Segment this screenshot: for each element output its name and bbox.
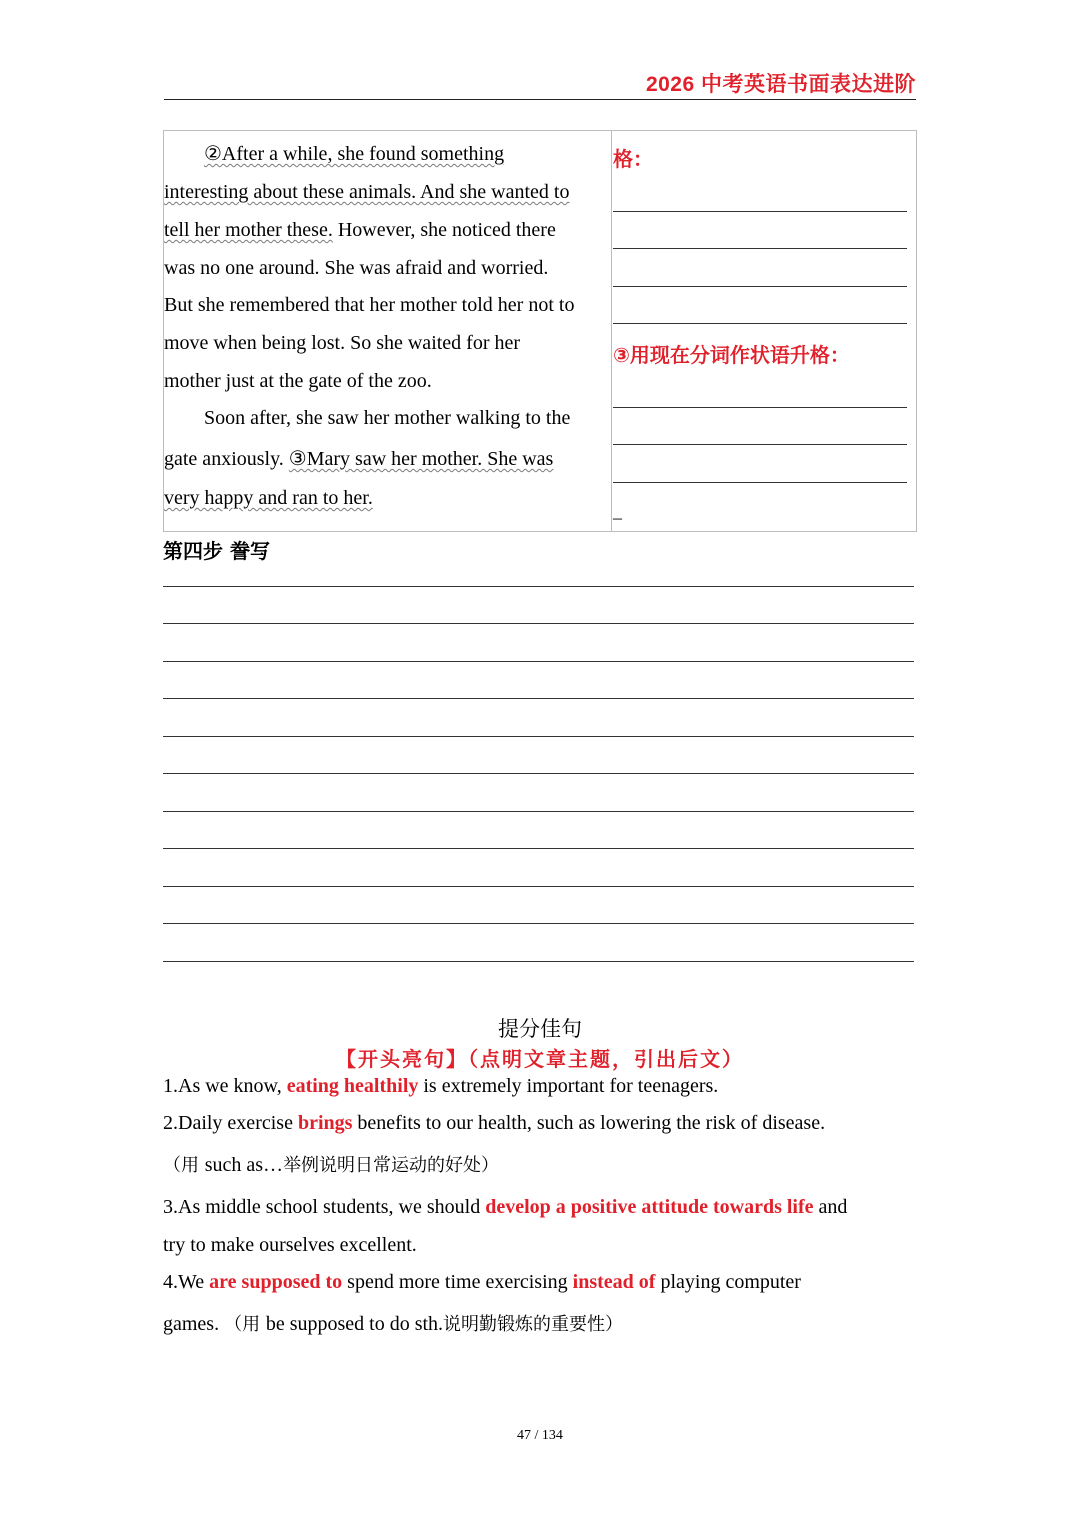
copy-line[interactable] <box>163 961 914 962</box>
answer-line[interactable] <box>613 248 907 249</box>
answer-line[interactable] <box>613 407 907 408</box>
sentence-4-cont: games. （用 be supposed to do sth.说明勤锻炼的重要性） <box>163 1313 624 1335</box>
copy-line[interactable] <box>163 736 914 737</box>
story-line-9: gate anxiously. ③Mary saw her mother. She was <box>164 448 554 470</box>
copy-line[interactable] <box>163 811 914 812</box>
copy-line[interactable] <box>163 623 914 624</box>
sentence-2-note: （用 such as…举例说明日常运动的好处） <box>163 1154 500 1176</box>
upgrade-label-participle: ③用现在分词作状语升格： <box>613 343 850 367</box>
upgrade-label-top: 格： <box>613 147 653 171</box>
answer-line[interactable] <box>613 211 907 212</box>
sentence-3: 3.As middle school students, we should develop a positive attitude towards life and <box>163 1196 848 1218</box>
answer-line[interactable] <box>613 482 907 483</box>
story-line-8: Soon after, she saw her mother walking to the <box>204 407 571 429</box>
story-line-4: was no one around. She was afraid and worried. <box>164 257 549 279</box>
story-line-7: mother just at the gate of the zoo. <box>164 370 432 392</box>
copy-line[interactable] <box>163 661 914 662</box>
copy-line[interactable] <box>163 586 914 587</box>
document-header-title: 2026 中考英语书面表达进阶 <box>645 73 916 96</box>
header-rule <box>164 99 916 100</box>
answer-dash: _ <box>613 501 622 521</box>
step4-heading: 第四步 誊写 <box>163 539 270 563</box>
table-column-divider <box>611 131 612 531</box>
section-subtitle: 【开头亮句】（点明文章主题，引出后文） <box>336 1047 744 1071</box>
answer-line[interactable] <box>613 444 907 445</box>
copy-line[interactable] <box>163 923 914 924</box>
answer-line[interactable] <box>613 286 907 287</box>
exercise-table <box>163 130 917 532</box>
answer-line[interactable] <box>613 323 907 324</box>
sentence-4: 4.We are supposed to spend more time exercising instead of playing computer <box>163 1271 801 1293</box>
story-line-1: ②After a while, she found something <box>204 143 505 165</box>
section-title: 提分佳句 <box>498 1017 582 1041</box>
sentence-1: 1.As we know, eating healthily is extremely important for teenagers. <box>163 1075 719 1097</box>
sentence-3-cont: try to make ourselves excellent. <box>163 1234 417 1256</box>
story-line-6: move when being lost. So she waited for her <box>164 332 521 354</box>
story-line-5: But she remembered that her mother told her not to <box>164 294 575 316</box>
story-line-2: interesting about these animals. And she wanted to <box>164 181 570 203</box>
copy-line[interactable] <box>163 886 914 887</box>
copy-line[interactable] <box>163 698 914 699</box>
story-line-3: tell her mother these. However, she noticed there <box>164 219 556 241</box>
sentence-2: 2.Daily exercise brings benefits to our health, such as lowering the risk of disease. <box>163 1112 826 1134</box>
copy-line[interactable] <box>163 773 914 774</box>
page-number: 47 / 134 <box>517 1428 563 1443</box>
story-line-10: very happy and ran to her. <box>164 487 373 509</box>
copy-line[interactable] <box>163 848 914 849</box>
